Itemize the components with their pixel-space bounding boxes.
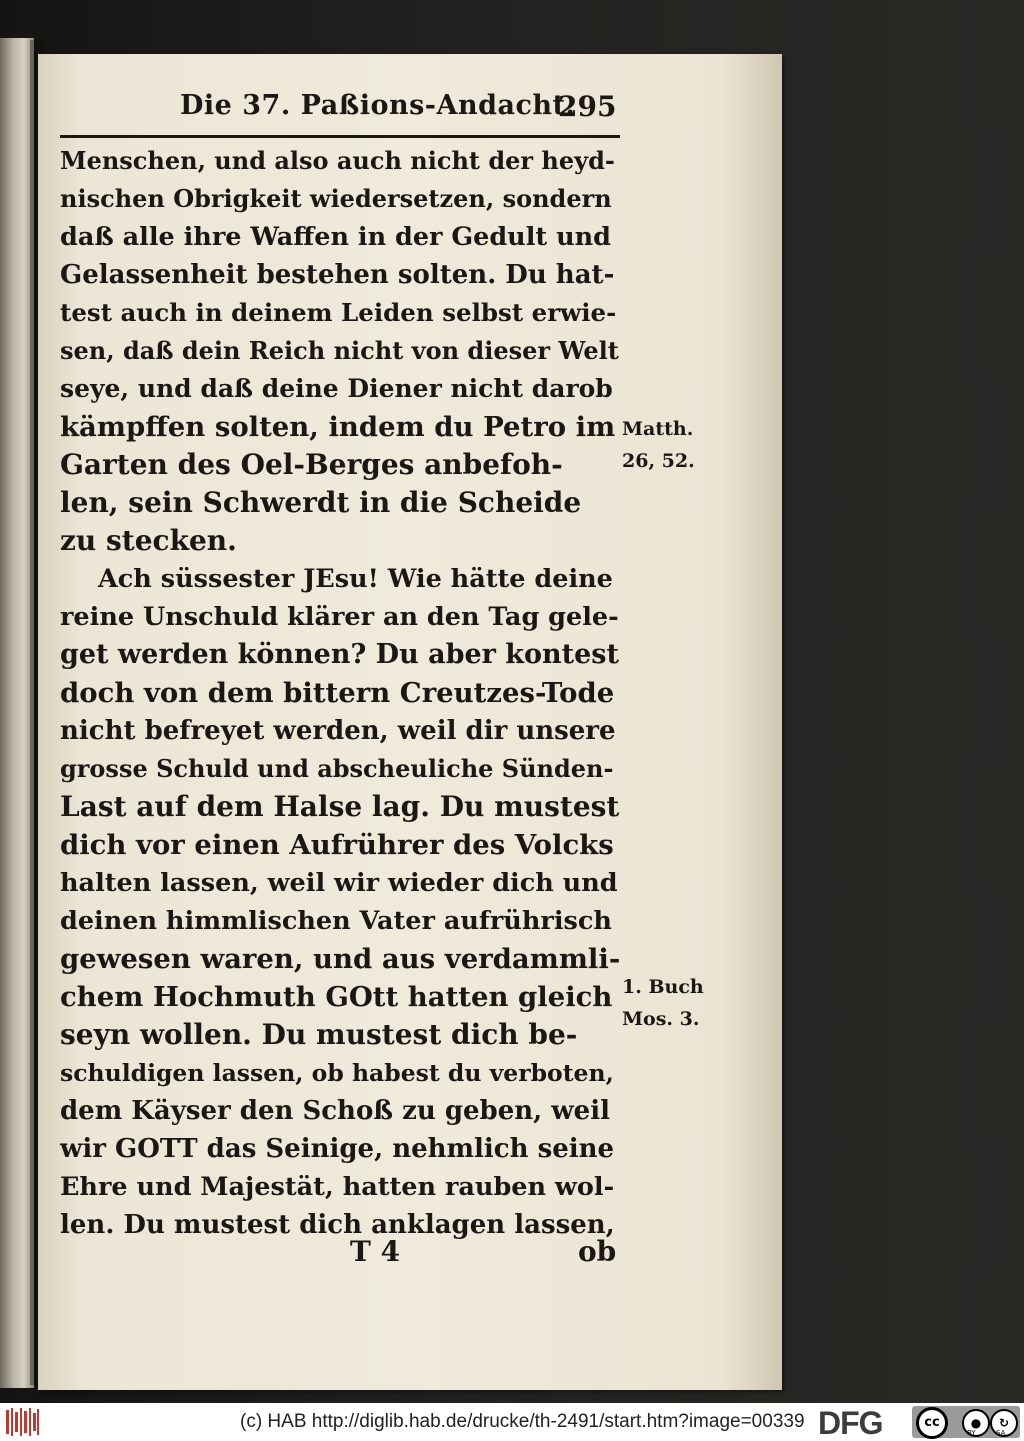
marginal-note-reference: 1. Buch xyxy=(622,976,704,998)
text-line: dem Käyser den Schoß zu geben, weil xyxy=(60,1096,610,1126)
sa-label: SA xyxy=(996,1429,1006,1437)
text-line: test auch in deinem Leiden selbst erwie- xyxy=(60,298,617,327)
text-line: Ehre und Majestät, hatten rauben wol- xyxy=(60,1172,615,1202)
running-title: Die 37. Paßions-Andacht. xyxy=(180,90,576,121)
text-line: nischen Obrigkeit wiedersetzen, sondern xyxy=(60,184,612,213)
text-line: daß alle ihre Waffen in der Gedult und xyxy=(60,222,611,252)
footer-bar xyxy=(0,1403,1024,1441)
text-line: kämpffen solten, indem du Petro im xyxy=(60,411,616,443)
text-line: grosse Schuld und abscheuliche Sünden- xyxy=(60,754,614,783)
text-line: wir GOTT das Seinige, nehmlich seine xyxy=(60,1134,615,1164)
text-line: zu stecken. xyxy=(60,524,237,557)
hab-logo-icon[interactable] xyxy=(6,1408,40,1436)
marginal-note-reference: Mos. 3. xyxy=(622,1008,700,1030)
text-line: Ach süssester JEsu! Wie hätte deine xyxy=(98,564,613,594)
header-rule xyxy=(60,135,620,138)
text-line: doch von dem bittern Creutzes-Tode xyxy=(60,677,615,709)
text-line: len, sein Schwerdt in die Scheide xyxy=(60,486,582,519)
text-line: schuldigen lassen, ob habest du verboten, xyxy=(60,1059,614,1087)
sa-icon: ↻ xyxy=(990,1409,1018,1437)
text-line: seye, und daß deine Diener nicht darob xyxy=(60,374,613,403)
text-line: halten lassen, weil wir wieder dich und xyxy=(60,868,618,898)
text-line: get werden können? Du aber kontest xyxy=(60,639,619,670)
text-line: Menschen, und also auch nicht der heyd- xyxy=(60,146,615,175)
text-line: nicht befreyet werden, weil dir unsere xyxy=(60,716,616,746)
text-line: gewesen waren, und aus verdammli- xyxy=(60,943,621,975)
text-line: len. Du mustest dich anklagen lassen, xyxy=(60,1210,615,1240)
cc-icon: cc xyxy=(916,1407,948,1439)
text-line: Garten des Oel-Berges anbefoh- xyxy=(60,448,563,481)
cc-license-badge[interactable] xyxy=(912,1406,1020,1438)
dfg-logo[interactable]: DFG xyxy=(818,1405,883,1441)
by-label: BY xyxy=(967,1429,976,1437)
text-line: chem Hochmuth GOtt hatten gleich xyxy=(60,981,613,1013)
text-line: reine Unschuld klärer an den Tag gele- xyxy=(60,602,619,632)
footer-credit-link[interactable]: (c) HAB http://diglib.hab.de/drucke/th-2491/start.htm?image=00339 xyxy=(240,1411,805,1432)
marginal-note-reference: 26, 52. xyxy=(622,450,695,472)
page-number: 295 xyxy=(558,90,617,123)
facing-page-edge xyxy=(0,38,34,1388)
signature-mark: T 4 xyxy=(350,1235,401,1268)
catchword: ob xyxy=(578,1235,617,1268)
text-line: Gelassenheit bestehen solten. Du hat- xyxy=(60,260,615,290)
by-icon: ● xyxy=(962,1409,990,1437)
text-line: dich vor einen Aufrührer des Volcks xyxy=(60,829,614,861)
text-line: Last auf dem Halse lag. Du mustest xyxy=(60,790,620,823)
text-line: sen, daß dein Reich nicht von dieser Welt xyxy=(60,336,619,365)
text-line: deinen himmlischen Vater aufrührisch xyxy=(60,906,612,936)
text-line: seyn wollen. Du mustest dich be- xyxy=(60,1018,578,1051)
marginal-note-reference: Matth. xyxy=(622,418,694,440)
